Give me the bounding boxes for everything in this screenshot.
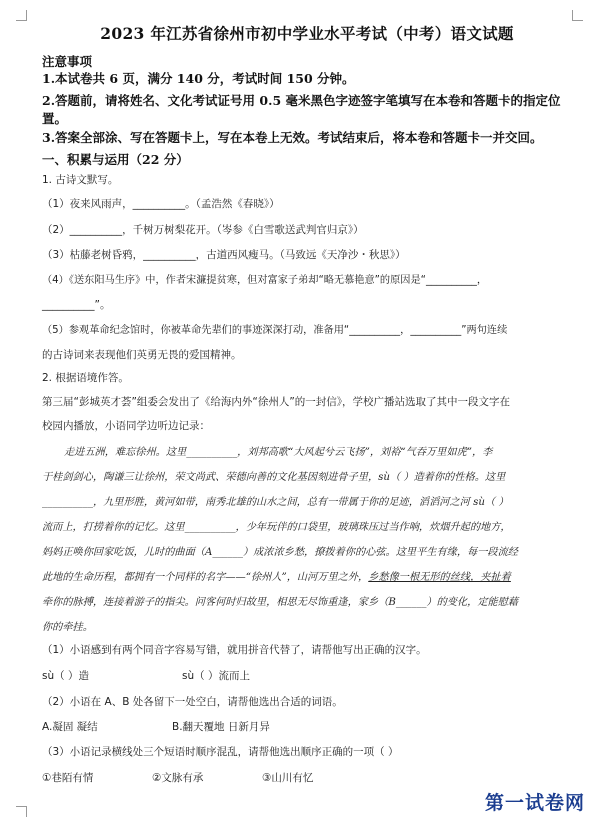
question-stem: 1. 古诗文默写。 — [42, 174, 119, 186]
note-item: 1.本试卷共 6 页，满分 140 分，考试时间 150 分钟。 — [42, 71, 355, 86]
question-stem: 2. 根据语境作答。 — [42, 372, 129, 384]
sub-question: （3）小语记录横线处三个短语时顺序混乱，请帮他选出顺序正确的一项（ ） — [42, 746, 399, 758]
passage-line: 走进五洲，难忘徐州。这里__________，刘邦高歌“大风起兮云飞扬”，刘裕“气吞万里如虎”，李 — [64, 447, 493, 458]
note-item: 置。 — [42, 111, 68, 126]
passage-line: 你的牵挂。 — [42, 622, 93, 633]
underlined-sentence: 乡愁像一根无形的丝线，夹扯着 — [368, 572, 511, 583]
passage — [42, 440, 572, 640]
answer-blank: sù（ ）造 — [42, 670, 89, 682]
intro-line: 第三届“彭城英才荟”组委会发出了《给海内外“徐州人”的一封信》，学校广播站选取了其中一段文字在 — [42, 396, 511, 408]
question-item: （2）__________，千树万树梨花开。（岑参《白雪歌送武判官归京》） — [42, 224, 364, 236]
option: B.翻天覆地 日新月异 — [172, 721, 270, 733]
passage-line: __________，九里形胜，黄河如带，南秀北雄的山水之间，总有一带属于你的足迹，滔滔河之河 sù（ ） — [42, 497, 509, 508]
question-item: （3）枯藤老树昏鸦，__________，古道西风瘦马。（马致远《天净沙・秋思》） — [42, 249, 406, 261]
question-item: __________”。 — [42, 299, 111, 311]
option: ②文脉有承 — [152, 772, 204, 784]
sub-question: （2）小语在 A、B 处各留下一处空白，请帮他选出合适的词语。 — [42, 696, 343, 708]
question-item: 的古诗词来表现他们英勇无畏的爱国精神。 — [42, 349, 242, 361]
passage-line — [42, 565, 572, 590]
passage-line: 妈妈正唤你回家吃饭，儿时的曲面（A______）成浓浓乡愁，撩拨着你的心弦。这里平生有缘，每一段流经 — [42, 547, 518, 558]
passage-text: 此地的生命历程，都拥有一个同样的名字——“徐州人”，山河万里之外， — [42, 572, 369, 583]
notes-heading: 注意事项 — [42, 54, 93, 69]
crop-mark-top-left — [16, 10, 27, 21]
section-heading: 一、积累与运用（22 分） — [42, 152, 189, 167]
note-item: 3.答案全部涂、写在答题卡上，写在本卷上无效。考试结束后，将本卷和答题卡一并交回。 — [42, 130, 543, 145]
question-item: （5）参观革命纪念馆时，你被革命先辈们的事迹深深打动，准备用“__________，__________”两句连续 — [42, 325, 508, 336]
passage-line: 牵你的脉搏，连接着游子的指尖。问客何时归故里，相思无尽饰重逢，家乡（B______）的变化，定能慰藉 — [42, 597, 519, 608]
crop-mark-top-right — [572, 10, 583, 21]
question-item: （4）《送东阳马生序》中，作者宋濂提贫寒，但对富家子弟却“略无慕艳意”的原因是“__________， — [42, 275, 488, 286]
option: A.凝固 凝结 — [42, 721, 98, 733]
passage-line: 于桂剑剑心，陶谦三让徐州，荣文尚武、荣德向善的文化基因刻进骨子里，sù（ ）造着你的性格。这里 — [42, 472, 506, 483]
watermark-logo: 第一试卷网 — [484, 792, 585, 814]
question-item: （1）夜来风雨声，__________。（孟浩然《春晓》） — [42, 198, 280, 210]
option: ①巷陌有情 — [42, 772, 94, 784]
option: ③山川有忆 — [262, 772, 314, 784]
answer-blank: sù（ ）流而上 — [182, 670, 250, 682]
intro-line: 校园内播放，小语同学边听边记录： — [42, 420, 210, 432]
note-item: 2.答题前，请将姓名、文化考试证号用 0.5 毫米黑色字迹签字笔填写在本卷和答题卡的指定位 — [42, 93, 561, 108]
sub-question: （1）小语感到有两个同音字容易写错，就用拼音代替了，请帮他写出正确的汉字。 — [42, 644, 427, 656]
passage-line: 流而上，打捞着你的记忆。这里__________，少年玩伴的口袋里，玻璃珠压过当作响，炊烟升起的地方， — [42, 522, 511, 533]
crop-mark-bottom-left — [16, 806, 27, 817]
page-title: 2023 年江苏省徐州市初中学业水平考试（中考）语文试题 — [100, 24, 514, 43]
